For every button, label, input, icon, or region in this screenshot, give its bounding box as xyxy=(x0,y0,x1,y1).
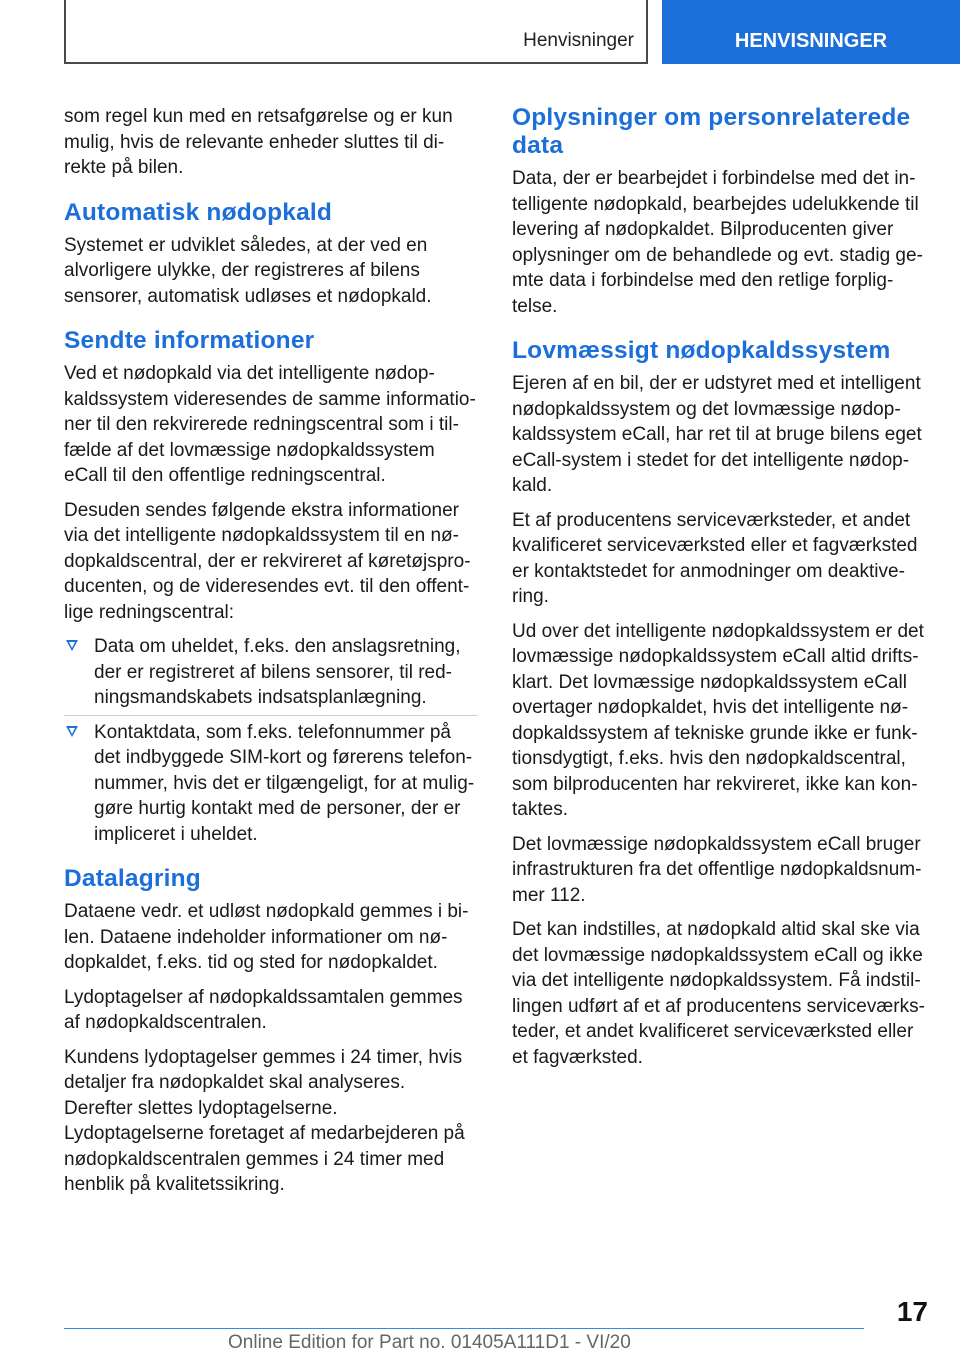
paragraph-data-storage-2: Lydoptagelser af nødopkaldssamtalen gemmes af nødopkaldscentralen. xyxy=(64,986,463,1033)
heading-data-storage: Datalagring xyxy=(64,865,201,892)
list-item-text: Data om uheldet, f.eks. den anslagsretning, der er registreret af bilens sensorer, til redningsmandskabets indsatsplanlægning. xyxy=(94,636,461,708)
bullet-list xyxy=(64,634,478,847)
heading-automatic-emergency-call: Automatisk nødopkald xyxy=(64,198,333,226)
header-section-title: Henvisninger xyxy=(523,30,634,51)
intro-paragraph: som regel kun med en retsafgørelse og er kun mulig, hvis de relevante enheder sluttes til direkte på bilen. xyxy=(64,106,453,178)
paragraph-data-storage-3: Kundens lydoptagelser gemmes i 24 timer, hvis detaljer fra nødopkaldet skal analyseres. Derefter slettes lydoptagelserne. Lydoptagelserne foretaget af medarbejderen på nødopkaldscentralen gemmes i 24 timer med henblik på kvalitetssikring. xyxy=(64,1046,465,1195)
footer-edition-text: Online Edition for Part no. 01405A111D1 - VI/20 xyxy=(228,1332,631,1353)
paragraph-statutory-4: Det lovmæssige nødopkaldssystem eCall bruger infrastrukturen fra det offentlige nødopkaldsnummer 112. xyxy=(512,833,922,906)
footer-divider xyxy=(64,1328,864,1329)
paragraph-statutory-3: Ud over det intelligente nødopkaldssystem er det lovmæssige nødopkaldssystem eCall altid driftsklart. Det lovmæssige nødopkaldssystem eCall overtager nødopkaldet, hvis det intelligente nødopkaldssystem af tekniske grunde ikke er funktionsdygtigt, f.eks. hvis den nødopkaldscentral, som bilproducenten har rekvireret, ikke kan kontaktes. xyxy=(512,620,924,820)
paragraph-personal-data: Data, der er bearbejdet i forbindelse med det intelligente nødopkald, bearbejdes udelukkende til levering af nødopkaldet. Bilproducenten giver oplysninger om de behandlede og evt. stadig gemte data i forbindelse med den retlige forpligtelse. xyxy=(512,168,923,317)
heading-statutory-emergency-call: Lovmæssigt nødopkaldssystem xyxy=(512,337,891,364)
list-item-text: Kontaktdata, som f.eks. telefonnummer på det indbyggede SIM-kort og førerens telefonnummer, hvis det er tilgængeligt, for at muliggøre hurtig kontakt med de personer, der er impliceret i uheldet. xyxy=(94,721,475,845)
paragraph-automatic-emergency-call: Systemet er udviklet således, at der ved en alvorligere ulykke, der registreres af bilens sensorer, automatisk udløses et nødopkald. xyxy=(64,234,432,307)
triangle-bullet-icon xyxy=(66,640,78,651)
list-item xyxy=(64,720,478,848)
paragraph-statutory-2: Et af producentens serviceværksteder, et andet kvalificeret serviceværksted eller et fagværksted er kontaktstedet for anmodninger om deaktivering. xyxy=(512,509,918,607)
triangle-bullet-icon xyxy=(66,726,78,737)
left-column xyxy=(64,104,478,1207)
divider xyxy=(64,715,478,716)
list-item xyxy=(64,634,478,711)
page-number: 17 xyxy=(896,1296,928,1327)
paragraph-data-storage-1: Dataene vedr. et udløst nødopkald gemmes i bilen. Dataene indeholder informationer om nødopkaldet, f.eks. tid og sted for nødopkaldet. xyxy=(64,901,469,973)
heading-personal-data: Oplysninger om personrelaterede data xyxy=(512,104,911,159)
header-chapter-tab-label: HENVISNINGER xyxy=(734,29,888,52)
paragraph-statutory-5: Det kan indstilles, at nødopkald altid skal ske via det lovmæssige nødopkaldssystem eCall og ikke via det intelligente nødopkaldssystem. Få indstillingen udført af et af producentens serviceværksteder, et andet kvalificeret serviceværksted eller et fagværksted. xyxy=(512,919,925,1068)
right-column xyxy=(512,104,928,1079)
paragraph-statutory-1: Ejeren af en bil, der er udstyret med et intelligent nødopkaldssystem og det lovmæssige nødopkaldssystem eCall, har ret til at bruge bilens eget eCall-system i stedet for det intelligente nødopkald. xyxy=(512,373,922,496)
paragraph-sent-information-1: Ved et nødopkald via det intelligente nødopkaldssystem videresendes de samme informationer til den rekvirerede redningscentral som i tilfælde af det lovmæssige nødopkaldssystem eCall til den offentlige redningscentral. xyxy=(64,363,476,486)
header-chapter-tab[interactable] xyxy=(662,0,960,64)
heading-sent-information: Sendte informationer xyxy=(64,327,315,354)
paragraph-sent-information-2: Desuden sendes følgende ekstra informationer via det intelligente nødopkaldssystem til en nødopkaldscentral, der er rekvireret af køretøjsproducenten, og de videresendes evt. til den offentlige redningscentral: xyxy=(64,499,471,623)
